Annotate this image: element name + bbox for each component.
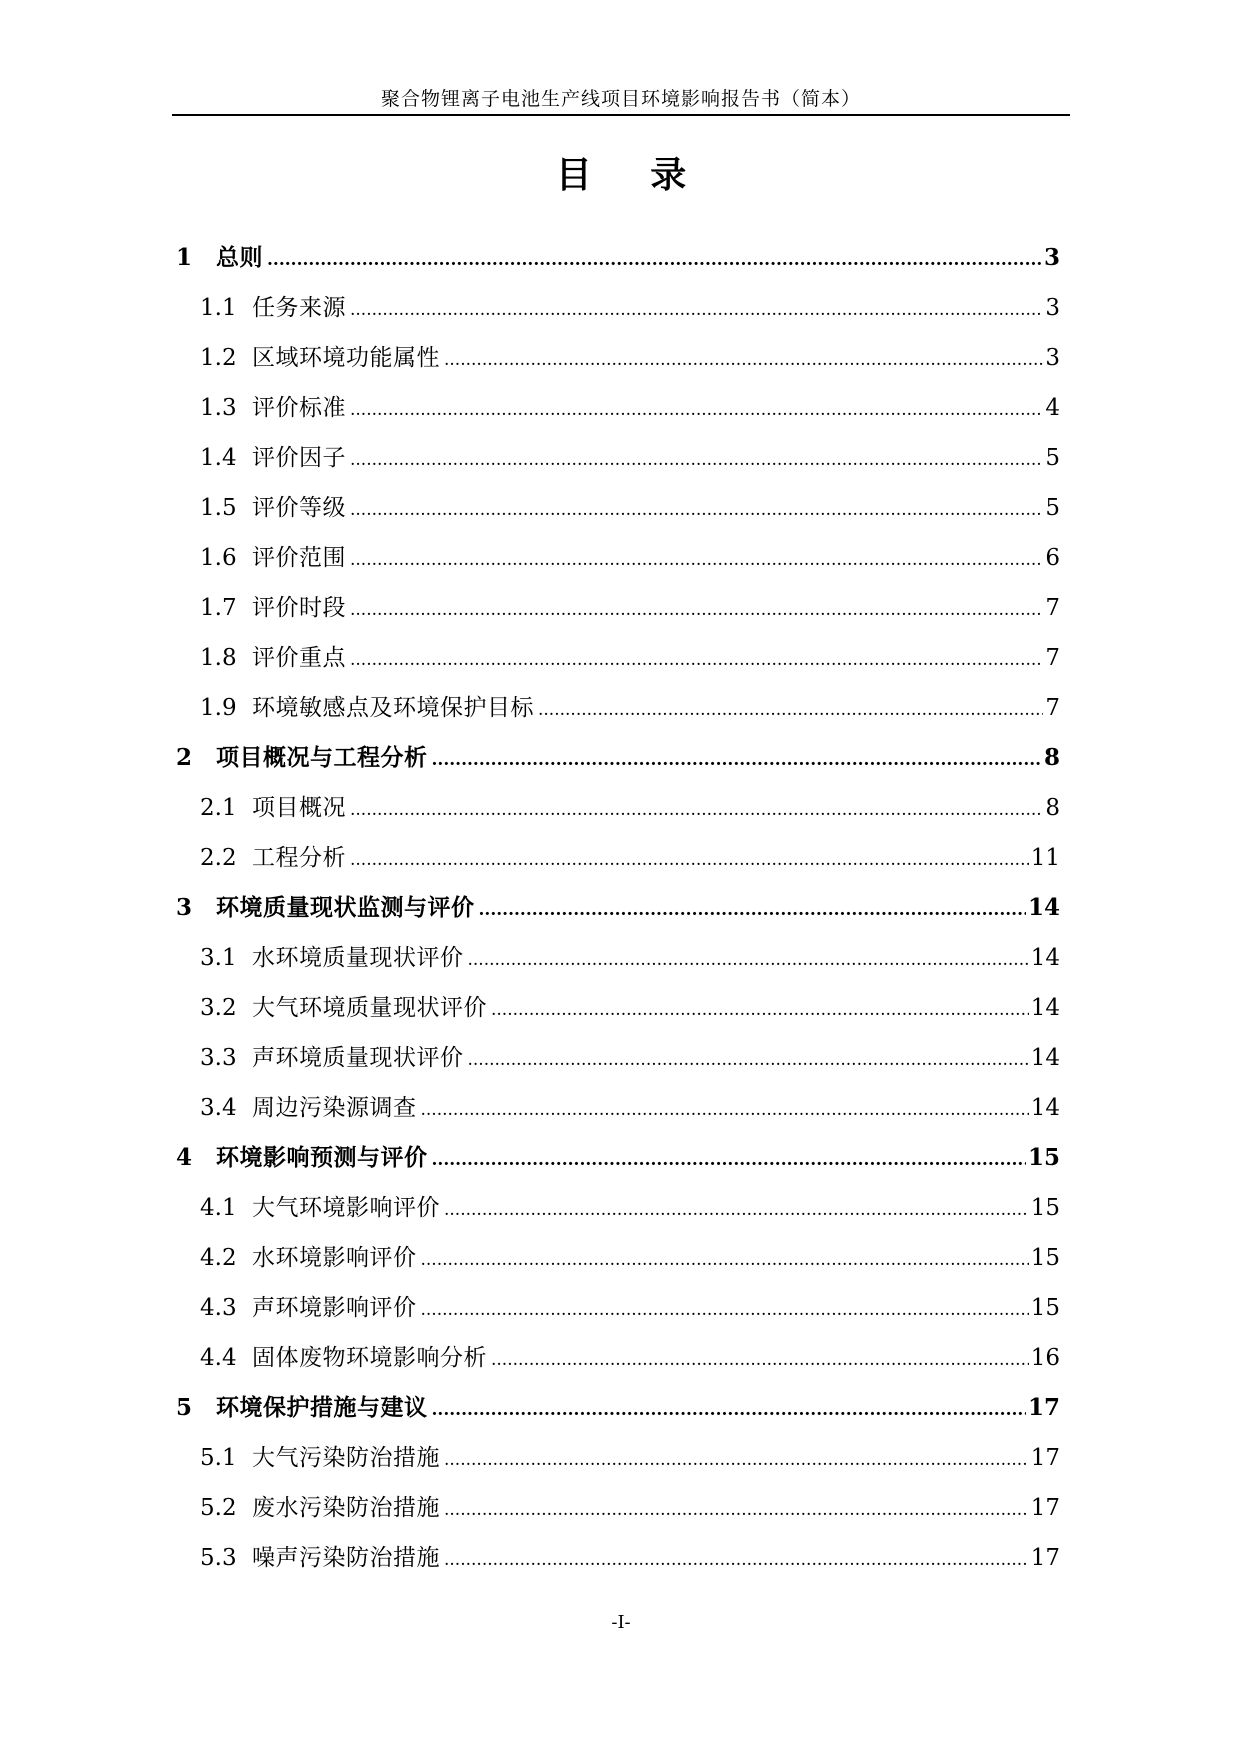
toc-title: 目 录: [555, 154, 687, 196]
toc-dot-leader: [350, 385, 1043, 435]
toc-section-entry[interactable]: [172, 1333, 1070, 1383]
toc-entry-number: 1.2: [200, 345, 237, 371]
toc-entry-number: 5: [176, 1394, 193, 1421]
toc-entry-title: 大气环境质量现状评价: [252, 995, 487, 1021]
toc-entry-page: 7: [1045, 695, 1060, 721]
table-of-contents: [172, 233, 1070, 1583]
toc-entry-title: 噪声污染防治措施: [252, 1545, 440, 1571]
header-rule: [172, 114, 1070, 116]
toc-entry-number: 4.2: [200, 1245, 237, 1271]
toc-entry-page: 17: [1030, 1445, 1060, 1471]
toc-entry-page: 5: [1045, 495, 1060, 521]
toc-section-entry[interactable]: [172, 1033, 1070, 1083]
toc-entry-page: 17: [1030, 1495, 1060, 1521]
toc-dot-leader: [491, 985, 1029, 1035]
toc-entry-title: 评价因子: [252, 445, 346, 471]
toc-dot-leader: [432, 735, 1042, 785]
toc-entry-page: 6: [1045, 545, 1060, 571]
toc-dot-leader: [468, 1035, 1029, 1085]
toc-entry-page: 11: [1030, 845, 1060, 871]
toc-entry-page: 3: [1045, 345, 1060, 371]
toc-entry-title: 水环境影响评价: [252, 1245, 417, 1271]
toc-chapter-entry[interactable]: [172, 1383, 1070, 1433]
toc-dot-leader: [350, 285, 1043, 335]
toc-entry-number: 1.4: [200, 445, 237, 471]
toc-section-entry[interactable]: [172, 833, 1070, 883]
toc-entry-page: 3: [1043, 244, 1060, 271]
toc-entry-page: 8: [1043, 744, 1060, 771]
toc-entry-number: 2.1: [200, 795, 237, 821]
toc-dot-leader: [538, 685, 1043, 735]
toc-section-entry[interactable]: [172, 533, 1070, 583]
toc-entry-title: 评价时段: [252, 595, 346, 621]
toc-entry-title: 声环境质量现状评价: [252, 1045, 464, 1071]
toc-entry-title: 工程分析: [252, 845, 346, 871]
toc-chapter-entry[interactable]: [172, 883, 1070, 933]
toc-entry-page: 7: [1045, 595, 1060, 621]
toc-dot-leader: [432, 1135, 1026, 1185]
toc-section-entry[interactable]: [172, 383, 1070, 433]
toc-entry-page: 5: [1045, 445, 1060, 471]
toc-dot-leader: [350, 535, 1043, 585]
toc-section-entry[interactable]: [172, 633, 1070, 683]
toc-chapter-entry[interactable]: [172, 1133, 1070, 1183]
toc-entry-page: 15: [1030, 1295, 1060, 1321]
toc-dot-leader: [491, 1335, 1029, 1385]
toc-entry-title: 周边污染源调查: [252, 1095, 417, 1121]
toc-entry-page: 17: [1027, 1394, 1060, 1421]
toc-entry-number: 5.2: [200, 1495, 237, 1521]
running-header: 聚合物锂离子电池生产线项目环境影响报告书（简本）: [380, 88, 861, 110]
toc-entry-page: 15: [1030, 1195, 1060, 1221]
toc-entry-title: 废水污染防治措施: [252, 1495, 440, 1521]
toc-entry-title: 评价重点: [252, 645, 346, 671]
toc-entry-title: 固体废物环境影响分析: [252, 1345, 487, 1371]
toc-entry-title: 项目概况与工程分析: [216, 744, 428, 771]
toc-entry-page: 7: [1045, 645, 1060, 671]
toc-dot-leader: [350, 835, 1029, 885]
toc-dot-leader: [350, 635, 1043, 685]
toc-dot-leader: [267, 235, 1042, 285]
toc-section-entry[interactable]: [172, 1083, 1070, 1133]
toc-chapter-entry[interactable]: [172, 233, 1070, 283]
toc-entry-title: 环境影响预测与评价: [216, 1144, 428, 1171]
toc-entry-number: 3.4: [200, 1095, 237, 1121]
toc-chapter-entry[interactable]: [172, 733, 1070, 783]
toc-entry-page: 16: [1030, 1345, 1060, 1371]
toc-entry-title: 水环境质量现状评价: [252, 945, 464, 971]
toc-section-entry[interactable]: [172, 1233, 1070, 1283]
toc-dot-leader: [479, 885, 1026, 935]
toc-entry-number: 1.6: [200, 545, 237, 571]
toc-entry-page: 14: [1030, 1095, 1060, 1121]
toc-entry-page: 4: [1045, 395, 1060, 421]
toc-entry-number: 3: [176, 894, 193, 921]
toc-section-entry[interactable]: [172, 283, 1070, 333]
toc-dot-leader: [421, 1235, 1029, 1285]
toc-section-entry[interactable]: [172, 483, 1070, 533]
toc-entry-number: 1.7: [200, 595, 237, 621]
toc-dot-leader: [444, 1185, 1029, 1235]
toc-section-entry[interactable]: [172, 1433, 1070, 1483]
toc-entry-number: 4.3: [200, 1295, 237, 1321]
toc-entry-number: 1.1: [200, 295, 237, 321]
toc-dot-leader: [444, 335, 1043, 385]
toc-entry-title: 大气环境影响评价: [252, 1195, 440, 1221]
toc-dot-leader: [350, 785, 1043, 835]
toc-entry-number: 1.5: [200, 495, 237, 521]
toc-entry-title: 项目概况: [252, 795, 346, 821]
toc-dot-leader: [444, 1485, 1029, 1535]
toc-entry-page: 17: [1030, 1545, 1060, 1571]
toc-entry-number: 1.8: [200, 645, 237, 671]
toc-entry-number: 2.2: [200, 845, 237, 871]
toc-entry-number: 3.1: [200, 945, 237, 971]
toc-entry-title: 评价等级: [252, 495, 346, 521]
toc-dot-leader: [468, 935, 1029, 985]
toc-entry-number: 1.9: [200, 695, 237, 721]
toc-entry-page: 14: [1030, 995, 1060, 1021]
toc-entry-number: 4.4: [200, 1345, 237, 1371]
toc-entry-page: 8: [1045, 795, 1060, 821]
toc-entry-page: 3: [1045, 295, 1060, 321]
toc-dot-leader: [421, 1285, 1029, 1335]
toc-section-entry[interactable]: [172, 333, 1070, 383]
toc-section-entry[interactable]: [172, 783, 1070, 833]
toc-entry-title: 任务来源: [252, 295, 346, 321]
toc-section-entry[interactable]: [172, 433, 1070, 483]
toc-entry-title: 环境保护措施与建议: [216, 1394, 428, 1421]
toc-entry-number: 4.1: [200, 1195, 237, 1221]
toc-dot-leader: [432, 1385, 1026, 1435]
toc-dot-leader: [444, 1535, 1029, 1585]
toc-section-entry[interactable]: [172, 933, 1070, 983]
toc-entry-title: 声环境影响评价: [252, 1295, 417, 1321]
toc-entry-number: 4: [176, 1144, 193, 1171]
toc-entry-number: 5.3: [200, 1545, 237, 1571]
toc-section-entry[interactable]: [172, 1283, 1070, 1333]
toc-entry-number: 2: [176, 744, 193, 771]
toc-dot-leader: [350, 485, 1043, 535]
toc-entry-title: 区域环境功能属性: [252, 345, 440, 371]
toc-entry-page: 15: [1030, 1245, 1060, 1271]
toc-entry-title: 环境敏感点及环境保护目标: [252, 695, 534, 721]
toc-entry-page: 14: [1030, 1045, 1060, 1071]
toc-entry-number: 3.2: [200, 995, 237, 1021]
toc-entry-number: 5.1: [200, 1445, 237, 1471]
toc-entry-number: 3.3: [200, 1045, 237, 1071]
toc-entry-page: 14: [1030, 945, 1060, 971]
page-number: -I-: [611, 1612, 631, 1633]
toc-section-entry[interactable]: [172, 983, 1070, 1033]
toc-entry-page: 15: [1027, 1144, 1060, 1171]
toc-dot-leader: [350, 435, 1043, 485]
toc-section-entry[interactable]: [172, 1483, 1070, 1533]
toc-dot-leader: [444, 1435, 1029, 1485]
toc-section-entry[interactable]: [172, 683, 1070, 733]
toc-entry-page: 14: [1027, 894, 1060, 921]
toc-dot-leader: [421, 1085, 1029, 1135]
toc-section-entry[interactable]: [172, 1533, 1070, 1583]
toc-section-entry[interactable]: [172, 583, 1070, 633]
toc-section-entry[interactable]: [172, 1183, 1070, 1233]
toc-entry-title: 大气污染防治措施: [252, 1445, 440, 1471]
toc-entry-title: 评价标准: [252, 395, 346, 421]
toc-entry-number: 1.3: [200, 395, 237, 421]
toc-entry-number: 1: [176, 244, 193, 271]
toc-dot-leader: [350, 585, 1043, 635]
toc-entry-title: 评价范围: [252, 545, 346, 571]
toc-entry-title: 环境质量现状监测与评价: [216, 894, 475, 921]
toc-entry-title: 总则: [216, 244, 263, 271]
